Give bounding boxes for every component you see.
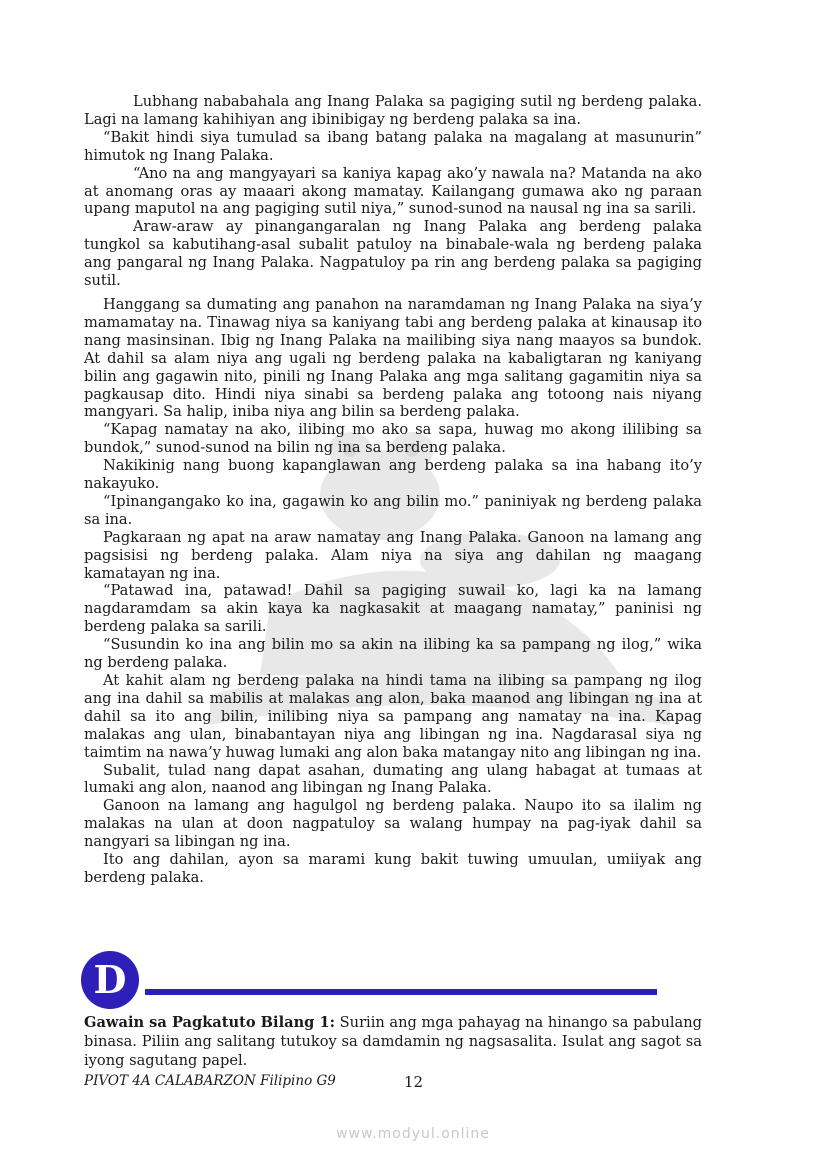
paragraph: Ganoon na lamang ang hagulgol ng berdeng palaka. Naupo ito sa ilalim ng malakas na ulan at doon nagpatuloy sa walang humpay na pag-iyak dahil sa nangyari sa libingan ng ina.	[84, 797, 702, 851]
fable-text	[84, 93, 702, 887]
section-letter-badge: D	[81, 951, 139, 1009]
footer-module-label: PIVOT 4A CALABARZON Filipino G9	[84, 1073, 336, 1089]
source-url: www.modyul.online	[336, 1126, 490, 1142]
paragraph: “Patawad ina, patawad! Dahil sa pagiging suwail ko, lagi ka na lamang nagdaramdam sa akin kaya ka nagkasakit at maagang namatay,” paninisi ng berdeng palaka sa sarili.	[84, 582, 702, 636]
paragraph: Lubhang nababahala ang Inang Palaka sa pagiging sutil ng berdeng palaka. Lagi na lamang kahihiyan ang ibinibigay ng berdeng palaka sa ina.	[84, 93, 702, 128]
section-divider-line	[145, 989, 657, 995]
paragraph: “Bakit hindi siya tumulad sa ibang batang palaka na magalang at masunurin” himutok ng Inang Palaka.	[84, 128, 702, 164]
paragraph: Nakikinig nang buong kapanglawan ang berdeng palaka sa ina habang ito’y nakayuko.	[84, 457, 702, 493]
activity-instructions	[84, 1013, 702, 1070]
paragraph: Ito ang dahilan, ayon sa marami kung bakit tuwing umuulan, umiiyak ang berdeng palaka.	[84, 851, 702, 886]
paragraph: “Kapag namatay na ako, ilibing mo ako sa sapa, huwag mo akong ililibing sa bundok,” sunod-sunod na bilin ng ina sa berdeng palaka.	[84, 421, 702, 457]
activity-title: Gawain sa Pagkatuto Bilang 1:	[84, 1014, 336, 1031]
paragraph: Araw-araw ay pinangangaralan ng Inang Palaka ang berdeng palaka tungkol sa kabutihang-asal subalit patuloy na binabale-wala ng berdeng palaka ang pangaral ng Inang Palaka. Nagpatuloy pa rin ang berdeng palaka sa pagiging sutil.	[84, 218, 702, 290]
paragraph: Subalit, tulad nang dapat asahan, dumating ang ulang habagat at tumaas at lumaki ang alon, naanod ang libingan ng Inang Palaka.	[84, 761, 702, 797]
paragraph: Hanggang sa dumating ang panahon na naramdaman ng Inang Palaka na siya’y mamamatay na. Tinawag niya sa kaniyang tabi ang berdeng palaka at kinausap ito nang masinsinan. Ibig ng Inang Palaka na mailibing siya nang maayos sa bundok. At dahil sa alam niya ang ugali ng berdeng palaka na kabaligtaran ng kaniyang bilin ang gagawin nito, pinili ng Inang Palaka ang mga salitang gagamitin niya sa pagkausap dito. Hindi niya sinabi sa berdeng palaka ang totoong nais niyang mangyari. Sa halip, iniba niya ang bilin sa berdeng palaka.	[84, 295, 702, 421]
paragraph: At kahit alam ng berdeng palaka na hindi tama na ilibing sa pampang ng ilog ang ina dahil sa mabilis at malakas ang alon, baka maanod ang libingan ng ina at dahil sa ito ang bilin, inilibing niya sa pampang ang namatay na ina. Kapag malakas ang ulan, binabantayan niya ang libingan ng ina. Nagdarasal siya ng taimtim na nawa’y huwag lumaki ang alon baka matangay nito ang libingan ng ina.	[84, 672, 702, 761]
paragraph: “Ipinangangako ko ina, gagawin ko ang bilin mo.” paniniyak ng berdeng palaka sa ina.	[84, 492, 702, 528]
activity-text: Suriin ang mga pahayag na hinango sa pabulang binasa. Piliin ang salitang tutukoy sa damdamin ng nagsasalita. Isulat ang sagot sa iyong sagutang papel.	[84, 1014, 702, 1069]
paragraph: “Susundin ko ina ang bilin mo sa akin na ilibing ka sa pampang ng ilog,” wika ng berdeng palaka.	[84, 636, 702, 672]
page-number: 12	[404, 1073, 424, 1091]
paragraph: “Ano na ang mangyayari sa kaniya kapag ako’y nawala na? Matanda na ako at anomang oras ay maaari akong mamatay. Kailangang gumawa ako ng paraan upang maputol na ang pagiging sutil niya,” sunod-sunod na nausal ng ina sa sarili.	[84, 164, 702, 218]
paragraph: Pagkaraan ng apat na araw namatay ang Inang Palaka. Ganoon na lamang ang pagsisisi ng berdeng palaka. Alam niya na siya ang dahilan ng maagang kamatayan ng ina.	[84, 528, 702, 582]
